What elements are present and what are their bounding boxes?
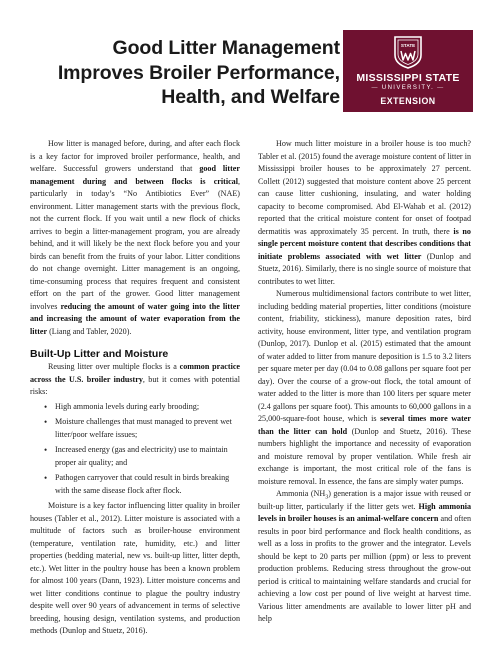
body-text: (Liang and Tabler, 2020). — [47, 326, 132, 336]
body-text: , particularly in today’s “No Antibiotics Ever” (NAE) environment. Litter management starts with the previous flock, not the current flock. If you wait until a new flock of chicks arrives to begin a litter-management program, you are already behind, and it will likely be the next flock before you and your birds can benefit from the fruits of your labor. Litter conditions do not change overnight. Litter management is an ongoing, time-consuming process that requires frequent and consistent effort on the part of the grower. Good litter management involves — [30, 176, 240, 311]
section-heading: Built-Up Litter and Moisture — [30, 348, 169, 360]
body-text: (Dunlop and Stuetz, 2016). These numbers highlight the importance and necessity of evaporation and moisture removal by proper ventilation. While fresh air exchange is important, the most critical role of the fans is moisture removal. In essence, the fans are simply water pumps. — [258, 426, 471, 486]
bold-text: good litter management during and between flocks is critical — [30, 164, 240, 186]
body-text: , but it comes with potential risks: — [30, 374, 240, 396]
wet-litter-factors-paragraph — [258, 288, 471, 488]
title-line: Good Litter Management — [112, 37, 340, 59]
moisture-question-paragraph — [258, 138, 471, 288]
section-intro-paragraph — [30, 361, 240, 399]
left-column — [30, 138, 240, 638]
list-item: • Moisture challenges that must managed to prevent wet litter/poor welfare issues; — [55, 416, 240, 441]
bold-text: common practice across the U.S. broiler industry — [30, 362, 241, 384]
ammonia-paragraph — [258, 488, 471, 626]
msu-shield-icon — [393, 35, 423, 69]
ammonia-text — [258, 489, 471, 623]
body-text: (Dunlop and Stuetz, 2016). Similarly, there is no single source of moisture that contributes to wet litter. — [258, 251, 471, 286]
body-text: and often results in poor bird performance and flock health conditions, as well as a loss in profits to the grower and the integrator. Levels should be kept to 20 parts per million (ppm) or less to prevent production problems. Reducing stress throughout the grow-out period is critical to maintaining welfare standards and crucial for achieving a low cost per pound of live weight at harvest time. Various litter amendments are available to lower litter pH and help — [258, 514, 471, 623]
intro-paragraph — [30, 138, 240, 338]
logo-line-university: — UNIVERSITY. — — [343, 85, 473, 91]
title-line: Health, and Welfare — [161, 86, 340, 108]
shield-text: STATE — [400, 43, 416, 48]
document-title — [18, 36, 340, 110]
bold-text: reducing the amount of water going into the litter and increasing the amount of water evaporation from the litter — [30, 301, 240, 336]
list-item: • High ammonia levels during early brooding; — [55, 401, 240, 414]
list-item: • Increased energy (gas and electricity) use to maintain proper air quality; and — [55, 444, 240, 469]
logo-line-mississippi-state: MISSISSIPPI STATE — [356, 72, 460, 84]
moisture-paragraph — [30, 500, 240, 638]
bold-text: High ammonia levels in broiler houses is an animal-welfare concern — [258, 501, 471, 523]
body-text: How much litter moisture in a broiler house is too much? Tabler et al. (2015) found the average moisture content of litter in Mississippi broiler houses to be approximately 27 percent. Collett (2012) suggested that moisture content above 25 percent can cause litter cushioning, insulating, and water holding capacity to become compromised. Abd El-Wahab et al. (2012) reported that the critical moisture content for onset of footpad dermatitis was approximately 35 percent. In truth, there — [258, 139, 471, 236]
msu-extension-logo — [343, 30, 473, 112]
ammonia-term: Ammonia (NH — [276, 489, 326, 498]
body-text: Reusing litter over multiple flocks is a — [48, 362, 180, 371]
body-text: ) generation is a major issue with reused or built-up litter, particularly if the litter gets wet. — [258, 489, 472, 511]
list-item: • Pathogen carryover that could result in birds breaking with the same disease flock after flock. — [55, 472, 240, 497]
bold-text: is no single percent moisture content that describes conditions that initiate problems associated with wet litter — [258, 226, 471, 261]
ammonia-subscript: 3 — [325, 494, 329, 501]
right-column — [258, 138, 471, 626]
body-text: Numerous multidimensional factors contribute to wet litter, including bedding material properties, litter conditions (moisture content, friability, stickiness), manure deposition rates, bird activity, house environment, litter type, and ventilation program (Dunlop, 2017). Dunlop et al. (2015) estimated that the amount of water added to litter from manure deposition is 1.5 to 3.2 liters per square meter per day (0.04 to 0.08 gallons per square foot per day). Over the course of a grow-out flock, the total amount of water added to the litter is more than 100 liters per square meter (2.4 gallons per square foot). This amounts to 60,000 gallons in a 25,000-square-foot house, which is — [258, 289, 471, 423]
body-text: Moisture is a key factor influencing litter quality in broiler houses (Tabler et al., 2012). Litter moisture is associated with a multitude of factors such as broiler-house environment (temperature, ventilation rate, humidity, etc.) and litter properties (bedding material, new vs. built-up litter, litter depth, etc.). Wet litter in the poultry house has been a known problem for almost 100 years (Dann, 1923). Litter moisture concerns and wet litter conditions continue to plague the poultry industry despite well over 90 years of advancement in terms of selective breeding, housing design, ventilation systems, and production methods (Dunlop and Stuetz, 2016). — [30, 501, 240, 635]
body-text: How litter is managed before, during, and after each flock is a key factor for improved broiler performance, health, and welfare. Successful growers understand that — [30, 139, 240, 173]
logo-line-extension: EXTENSION — [380, 96, 436, 106]
bold-text: several times more water than the litter can hold — [258, 414, 471, 436]
title-line: Improves Broiler Performance, — [57, 61, 340, 84]
risk-list — [30, 401, 240, 498]
